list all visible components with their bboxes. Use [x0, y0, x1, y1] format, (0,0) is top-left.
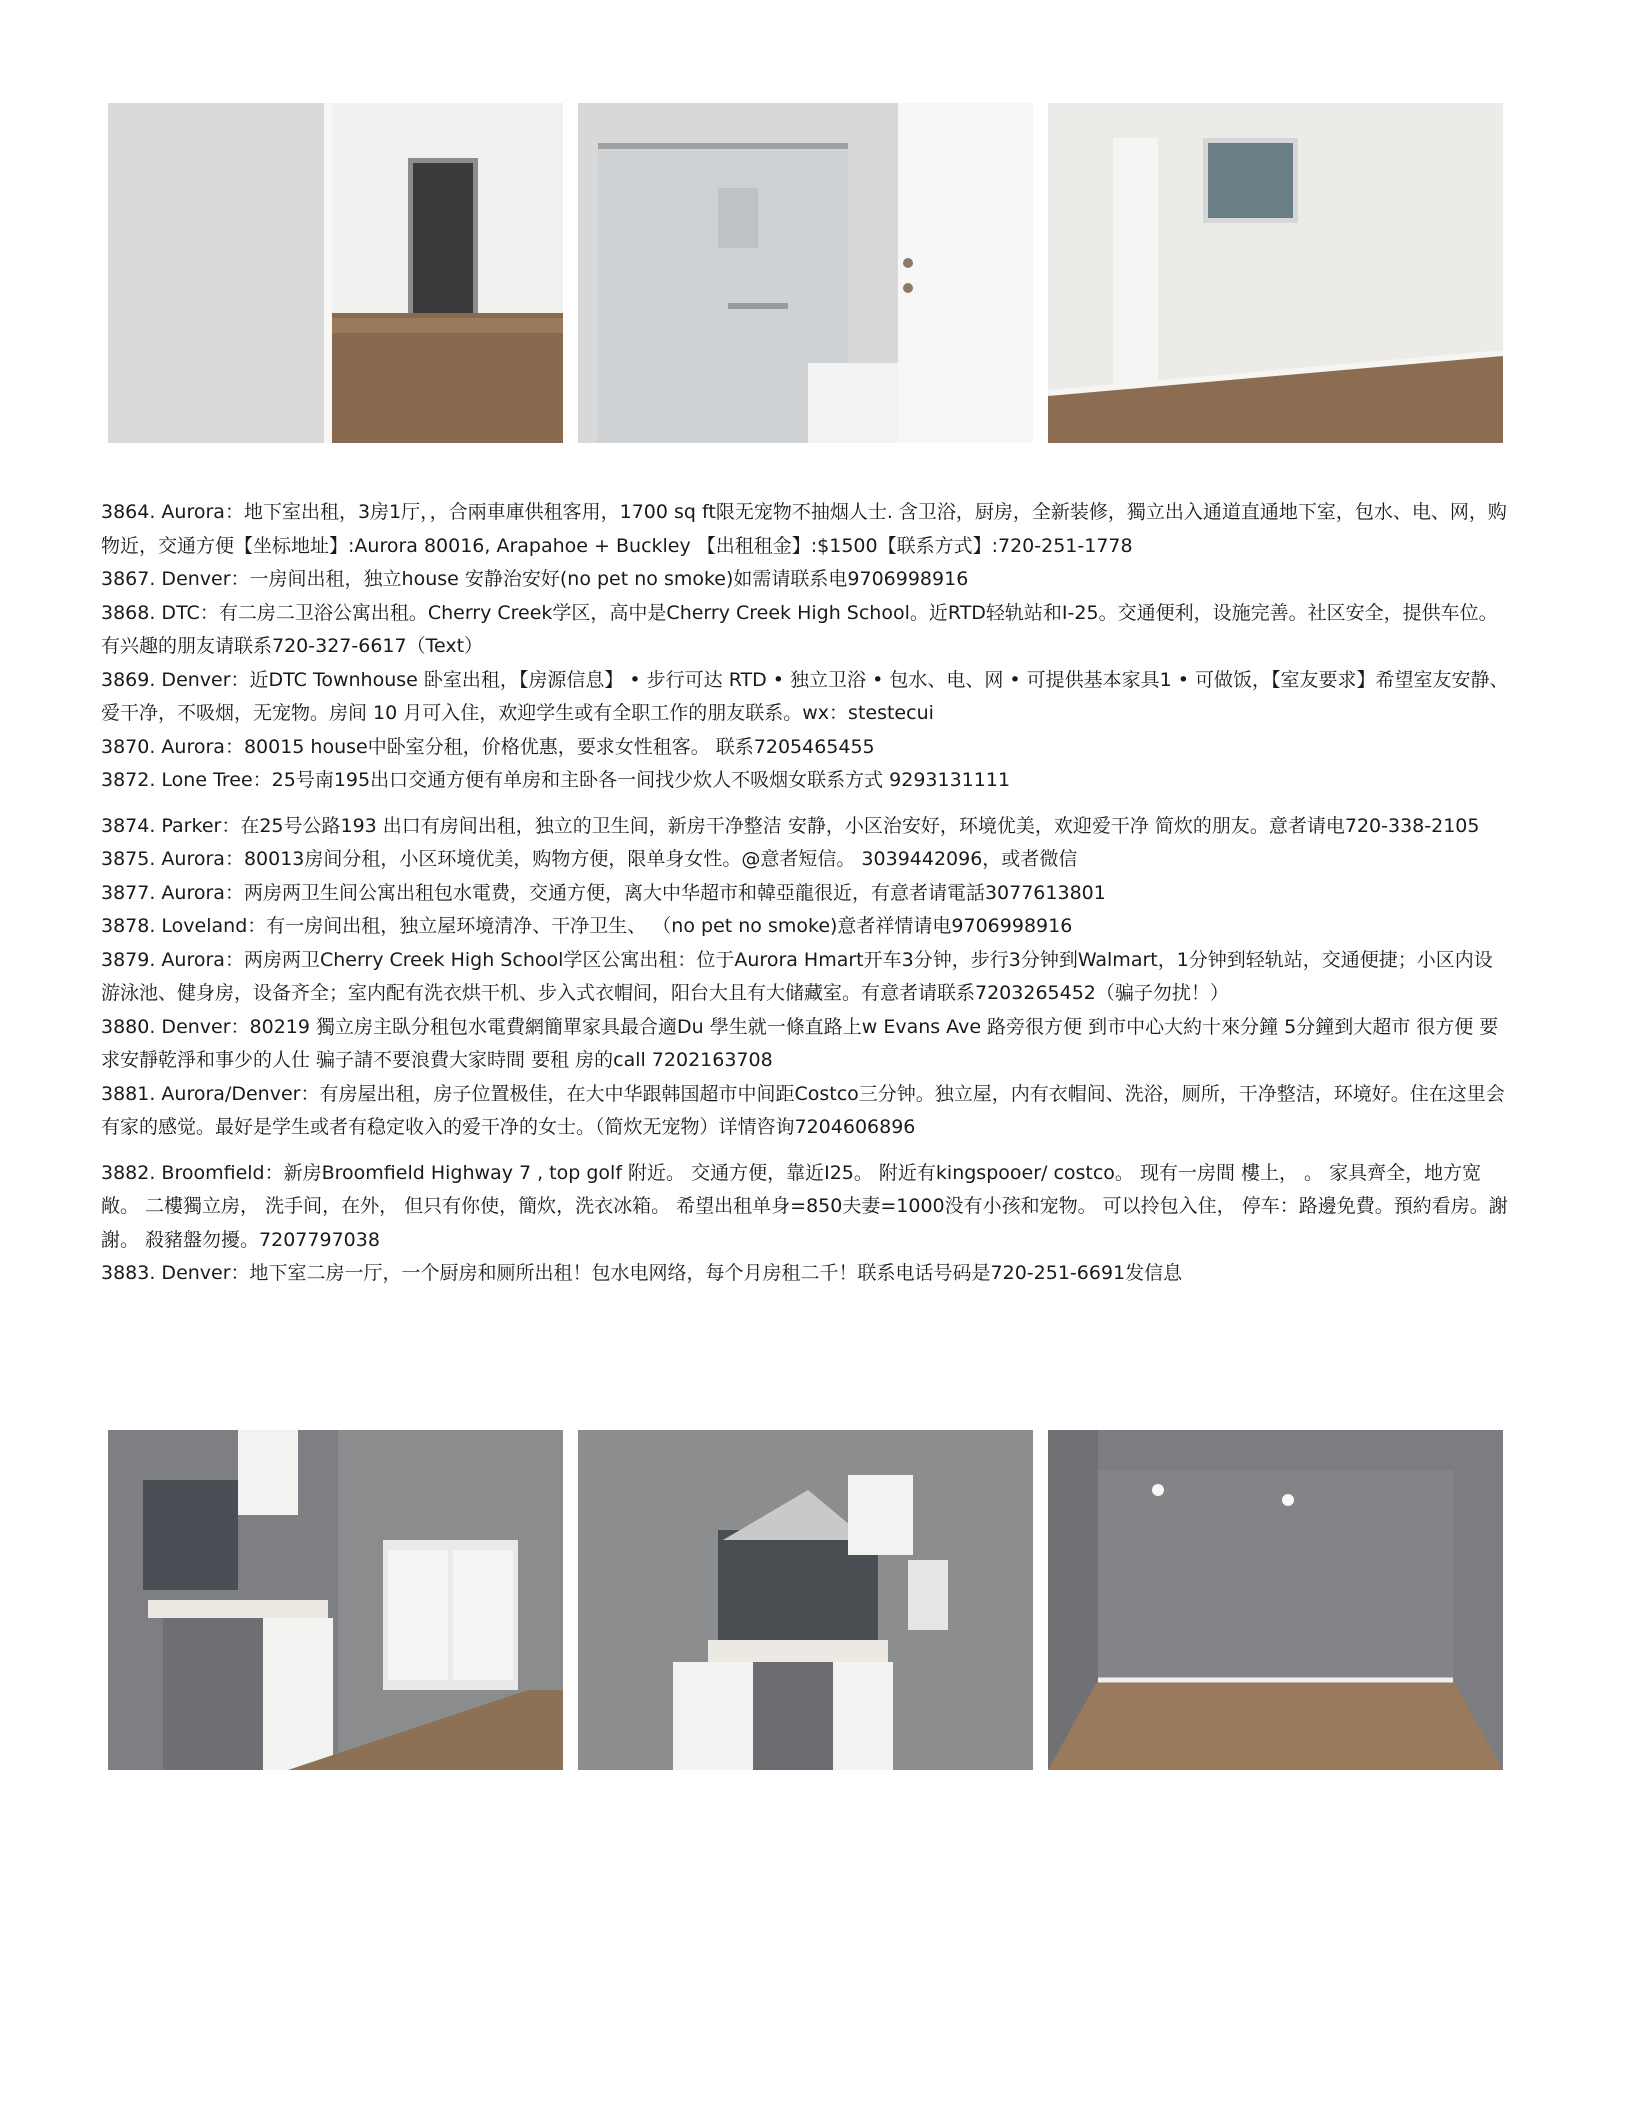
bathroom-shower-photo — [578, 103, 1033, 443]
listing-item: 3872. Lone Tree：25号南195出口交通方便有单房和主卧各一间找少炊人不吸烟女联系方式 9293131111 — [101, 769, 1011, 791]
listing-item: 3874. Parker：在25号公路193 出口有房间出租，独立的卫生间，新房干净整洁 安静，小区治安好，环境优美，欢迎爱干净 简炊的朋友。意者请电720-338-2105 — [101, 814, 1480, 837]
top-photo-row — [108, 103, 1503, 443]
listing-list — [101, 496, 1511, 1291]
spacer — [101, 1145, 1511, 1157]
listing-item: 3870. Aurora：80015 house中卧室分租，价格优惠，要求女性租客。 联系7205465455 — [101, 735, 875, 758]
listing-item: 3869. Denver：近DTC Townhouse 卧室出租，【房源信息】 • 步行可达 RTD • 独立卫浴 • 包水、电、网 • 可提供基本家具1 • 可做饭，【室友要求】希望室友安静、爱干净，不吸烟，无宠物。房间 10 月可入住，欢迎学生或有全职工作的朋友联系。wx：stestecui — [101, 668, 1509, 724]
listing-item: 3868. DTC：有二房二卫浴公寓出租。Cherry Creek学区，高中是Cherry Creek High School。近RTD轻轨站和I-25。交通便利，设施完善。社区安全，提供车位。有兴趣的朋友请联系720-327-6617（Text） — [101, 601, 1498, 657]
listing-item: 3867. Denver：一房间出租，独立house 安静治安好(no pet no smoke)如需请联系电9706998916 — [101, 568, 969, 590]
spacer — [101, 798, 1511, 810]
listing-item: 3875. Aurora：80013房间分租，小区环境优美，购物方便，限单身女性。@意者短信。 3039442096，或者微信 — [101, 848, 1078, 870]
bedroom-window-photo — [1048, 103, 1503, 443]
listing-item: 3880. Denver：80219 獨立房主臥分租包水電費網簡單家具最合適Du 學生就一條直路上w Evans Ave 路旁很方便 到市中心大約十來分鐘 5分鐘到大超市 很方便 要求安靜乾淨和事少的人仕 骗子請不要浪費大家時間 要租 房的call 7202163708 — [101, 1015, 1499, 1071]
kitchen-laundry-photo — [108, 1430, 563, 1770]
listing-item: 3881. Aurora/Denver：有房屋出租，房子位置极佳，在大中华跟韩国超市中间距Costco三分钟。独立屋，内有衣帽间、洗浴，厕所，干净整洁，环境好。住在这里会有家的感觉。最好是学生或者有稳定收入的爱干净的女士。（简炊无宠物）详情咨询7204606896 — [101, 1082, 1505, 1138]
empty-room-photo — [1048, 1430, 1503, 1770]
hallway-photo — [108, 103, 563, 443]
listing-item: 3883. Denver：地下室二房一厅，一个厨房和厕所出租！包水电网络，每个月房租二千！联系电话号码是720-251-6691发信息 — [101, 1262, 1183, 1284]
listing-item: 3879. Aurora：两房两卫Cherry Creek High School学区公寓出租：位于Aurora Hmart开车3分钟，步行3分钟到Walmart，1分钟到轻轨站，交通便捷；小区内设游泳池、健身房，设备齐全；室内配有洗衣烘干机、步入式衣帽间，阳台大且有大储藏室。有意者请联系7203265452（骗子勿扰！） — [101, 948, 1493, 1004]
listing-item: 3882. Broomfield：新房Broomfield Highway 7 , top golf 附近。 交通方便，靠近I25。 附近有kingspooer/ costco。 现有一房間 樓上， 。 家具齊全，地方宽敞。 二樓獨立房， 洗手间，在外， 但只有你使，簡炊，洗衣冰箱。 希望出租单身=850夫妻=1000没有小孩和宠物。 可以拎包入住， 停车：路邊免費。預約看房。謝謝。 殺豬盤勿擾。7207797038 — [101, 1161, 1508, 1251]
listing-item: 3864. Aurora：地下室出租，3房1厅，，合兩車庫供租客用，1700 sq ft限无宠物不抽烟人士. 含卫浴，厨房，全新装修，獨立出入通道直通地下室，包水、电、网，购物近，交通方便【坐标地址】:Aurora 80016, Arapahoe + Buckley 【出租租金】:$1500【联系方式】:720-251-1778 — [101, 501, 1507, 557]
kitchen-photo — [578, 1430, 1033, 1770]
listing-item: 3878. Loveland：有一房间出租，独立屋环境清净、干净卫生、 （no pet no smoke)意者祥情请电9706998916 — [101, 915, 1073, 937]
bottom-photo-row — [108, 1430, 1503, 1770]
listing-item: 3877. Aurora：两房两卫生间公寓出租包水電费，交通方便，离大中华超市和韓亞龍很近，有意者请電話3077613801 — [101, 881, 1106, 904]
